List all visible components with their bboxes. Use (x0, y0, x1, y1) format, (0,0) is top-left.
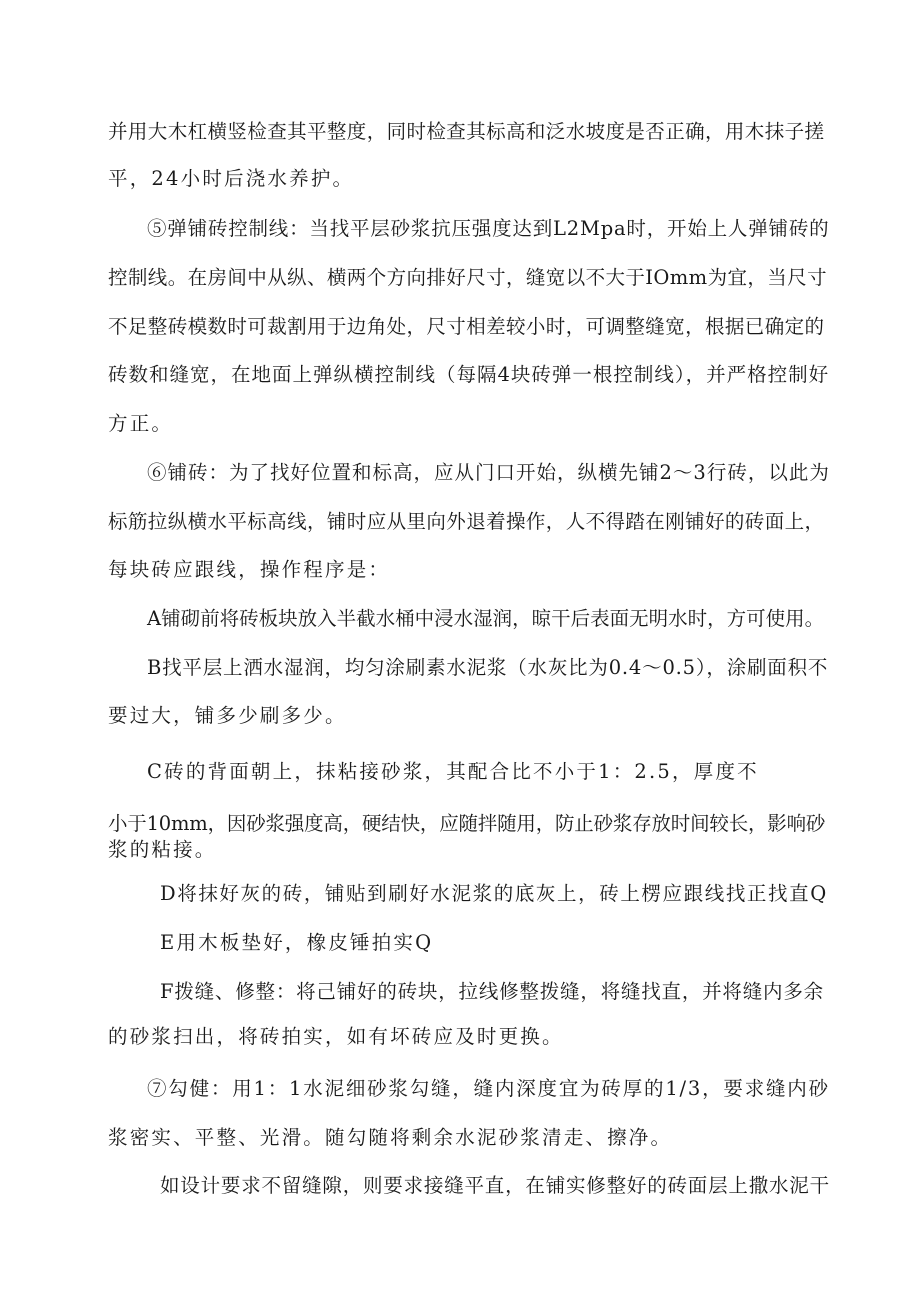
text-line: A铺砌前将砖板块放入半截水桶中浸水湿润，晾干后表面无明水时，方可使用。 (147, 607, 825, 630)
text-line: ⑤弹铺砖控制线：当找平层砂浆抗压强度达到L2Mpa时，开始上人弹铺砖的 (147, 217, 830, 240)
text-line: 的砂浆扫出，将砖拍实，如有坏砖应及时更换。 (108, 1025, 564, 1048)
text-line: ⑦勾健：用1：1水泥细砂浆勾缝，缝内深度宜为砖厚的1/3，要求缝内砂 (147, 1077, 830, 1100)
text-line: 方正。 (108, 412, 174, 435)
text-line: 不足整砖模数时可裁割用于边角处，尺寸相差较小时，可调整缝宽，根据已确定的 (108, 315, 825, 338)
text-line: 并用大木杠横竖检查其平整度，同时检查其标高和泛水坡度是否正确，用木抹子搓 (108, 120, 825, 143)
text-line: ⑥铺砖：为了找好位置和标高，应从门口开始，纵横先铺2〜3行砖，以此为 (147, 461, 830, 484)
text-line: 每块砖应跟线，操作程序是： (108, 558, 391, 581)
text-line: 浆的粘接。 (108, 838, 217, 861)
text-line: C砖的背面朝上，抹粘接砂浆，其配合比不小于1：2.5，厚度不 (147, 760, 759, 783)
text-line: 如设计要求不留缝隙，则要求接缝平直，在铺实修整好的砖面层上撒水泥干 (160, 1174, 830, 1197)
text-line: E用木板垫好，橡皮锤拍实Q (160, 931, 434, 954)
text-line: F拨缝、修整：将己铺好的砖块，拉线修整拨缝，将缝找直，并将缝内多余 (160, 980, 824, 1003)
text-line: 平，24小时后浇水养护。 (108, 167, 355, 190)
text-line: 要过大，铺多少刷多少。 (108, 704, 347, 727)
text-line: 标筋拉纵横水平标高线，铺时应从里向外退着操作，人不得踏在刚铺好的砖面上， (108, 510, 825, 533)
text-line: 砖数和缝宽，在地面上弹纵横控制线（每隔4块砖弹一根控制线），并严格控制好 (108, 363, 830, 386)
text-line: 小于10mm，因砂浆强度高，硬结快，应随拌随用，防止砂浆存放时间较长，影响砂 (108, 812, 826, 835)
text-line: D将抹好灰的砖，铺贴到刷好水泥浆的底灰上，砖上楞应跟线找正找直Q (160, 882, 828, 905)
text-line: 控制线。在房间中从纵、横两个方向排好尺寸，缝宽以不大于IOmm为宜，当尺寸 (108, 266, 827, 289)
text-line: B找平层上洒水湿润，均匀涂刷素水泥浆（水灰比为0.4〜0.5），涂刷面积不 (147, 656, 829, 679)
text-line: 浆密实、平整、光滑。随勾随将剩余水泥砂浆清走、擦净。 (108, 1126, 673, 1149)
